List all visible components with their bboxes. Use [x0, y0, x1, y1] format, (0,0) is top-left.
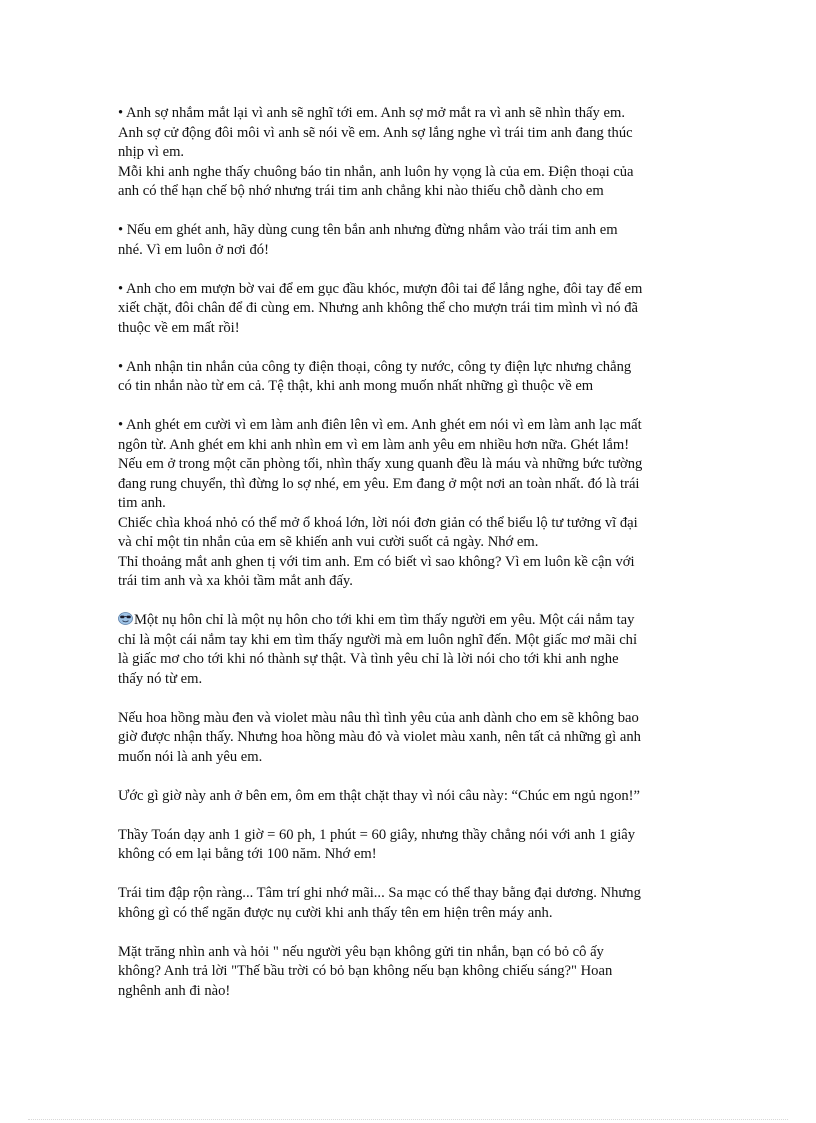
- text-line-content: Một nụ hôn chỉ là một nụ hôn cho tới khi em tìm thấy người em yêu. Một cái nắm tay: [134, 612, 635, 628]
- text-line-content: • Anh cho em mượn bờ vai để em gục đầu khóc, mượn đôi tai để lắng nghe, đôi tay để em: [118, 280, 643, 297]
- text-line-content: • Anh ghét em cười vì em làm anh điên lên vì em. Anh ghét em nói vì em làm anh lạc mất: [118, 417, 642, 433]
- text-line-content: nghênh anh đi nào!: [118, 982, 231, 999]
- text-line-content: Ước gì giờ này anh ở bên em, ôm em thật chặt thay vì nói câu này: “Chúc em ngủ ngon!”: [118, 787, 641, 804]
- paragraph: [118, 221, 698, 260]
- text-line: [118, 163, 698, 183]
- text-line-content: nhé. Vì em luôn ở nơi đó!: [118, 241, 269, 258]
- text-line-content: thuộc về em mất rồi!: [118, 319, 240, 336]
- text-line: [118, 904, 698, 924]
- text-line: [118, 124, 698, 144]
- paragraph: [118, 104, 698, 202]
- text-line-content: Nếu em ở trong một căn phòng tối, nhìn thấy xung quanh đều là máu và những bức tường: [118, 456, 643, 472]
- text-line: [118, 358, 698, 378]
- text-line: [118, 241, 698, 261]
- text-line: [118, 280, 698, 300]
- text-line: [118, 572, 698, 592]
- paragraph: [118, 611, 698, 689]
- text-line: [118, 670, 698, 690]
- text-line: [118, 514, 698, 534]
- text-line-content: có tin nhắn nào từ em cả. Tệ thật, khi anh mong muốn nhất những gì thuộc về em: [118, 378, 594, 394]
- text-line-content: Thầy Toán dạy anh 1 giờ = 60 ph, 1 phút = 60 giây, nhưng thầy chẳng nói với anh 1 giây: [118, 826, 636, 843]
- text-line-content: • Anh sợ nhắm mắt lại vì anh sẽ nghĩ tới em. Anh sợ mở mắt ra vì anh sẽ nhìn thấy em.: [118, 105, 625, 121]
- text-line: [118, 221, 698, 241]
- text-line: [118, 650, 698, 670]
- text-line-content: xiết chặt, đôi chân để đi cùng em. Nhưng anh không thể cho mượn trái tim mình vì nó đã: [118, 300, 639, 316]
- text-line: [118, 709, 698, 729]
- text-line: [118, 631, 698, 651]
- text-line-content: ngôn từ. Anh ghét em khi anh nhìn em vì em làm anh yêu em nhiều hơn nữa. Ghét lắm!: [118, 436, 630, 453]
- text-line-content: không có em lại bằng tới 100 năm. Nhớ em!: [118, 846, 377, 862]
- text-line: [118, 826, 698, 846]
- text-line-content: không? Anh trả lời "Thế bầu trời có bỏ bạn không nếu bạn không chiếu sáng?" Hoan: [118, 963, 613, 979]
- text-line-content: thấy nó từ em.: [118, 670, 203, 687]
- paragraph: [118, 416, 698, 592]
- text-line: [118, 416, 698, 436]
- text-line-content: Anh sợ cử động đôi môi vì anh sẽ nói về em. Anh sợ lắng nghe vì trái tim anh đang thúc: [118, 124, 633, 141]
- cool-face-icon: [118, 612, 133, 625]
- text-line: [118, 962, 698, 982]
- text-line: [118, 748, 698, 768]
- text-line: [118, 182, 698, 202]
- text-line-content: và chỉ một tin nhắn của em sẽ khiến anh vui cười suốt cả ngày. Nhớ em.: [118, 534, 539, 550]
- text-line: [118, 475, 698, 495]
- text-line: [118, 943, 698, 963]
- paragraph: [118, 884, 698, 923]
- text-line-content: chỉ là một cái nắm tay khi em tìm thấy người mà em luôn nghĩ đến. Một giấc mơ mãi chỉ: [118, 631, 638, 648]
- text-line: [118, 884, 698, 904]
- page-bottom-rule: [28, 1119, 788, 1120]
- text-line-content: nhịp vì em.: [118, 144, 185, 160]
- text-line: [118, 377, 698, 397]
- text-line: [118, 553, 698, 573]
- text-line: [118, 299, 698, 319]
- paragraph: [118, 280, 698, 339]
- text-line-content: Thỉ thoảng mắt anh ghen tị với tim anh. Em có biết vì sao không? Vì em luôn kề cận với: [118, 553, 635, 570]
- text-line: [118, 143, 698, 163]
- text-line-content: Mặt trăng nhìn anh và hỏi " nếu người yêu bạn không gửi tin nhắn, bạn có bỏ cô ấy: [118, 943, 604, 960]
- text-line-content: trái tim anh và xa khỏi tầm mắt anh đấy.: [118, 573, 353, 589]
- text-line-content: Mỗi khi anh nghe thấy chuông báo tin nhắn, anh luôn hy vọng là của em. Điện thoại của: [118, 163, 634, 180]
- paragraph: [118, 826, 698, 865]
- text-line-content: • Anh nhận tin nhắn của công ty điện thoại, công ty nước, công ty điện lực nhưng chẳng: [118, 358, 632, 375]
- document-page: [118, 104, 698, 1021]
- text-line-content: Nếu hoa hồng màu đen và violet màu nâu thì tình yêu của anh dành cho em sẽ không bao: [118, 709, 639, 726]
- paragraph: [118, 787, 698, 807]
- text-line: [118, 982, 698, 1002]
- paragraph: [118, 709, 698, 768]
- text-line-content: anh có thể hạn chế bộ nhớ nhưng trái tim anh chẳng khi nào thiếu chỗ dành cho em: [118, 183, 604, 199]
- text-line-content: là giấc mơ cho tới khi nó thành sự thật. Và tình yêu chỉ là lời nói cho tới khi anh nghe: [118, 651, 619, 667]
- text-line-content: không gì có thể ngăn được nụ cười khi anh thấy tên em hiện trên máy anh.: [118, 904, 553, 921]
- text-line-content: Trái tim đập rộn ràng... Tâm trí ghi nhớ mãi... Sa mạc có thể thay bằng đại dương. Nhưng: [118, 885, 641, 901]
- text-line: [118, 533, 698, 553]
- text-line: [118, 436, 698, 456]
- text-line-content: tim anh.: [118, 495, 166, 511]
- text-line: [118, 845, 698, 865]
- text-line: [118, 728, 698, 748]
- text-line: [118, 319, 698, 339]
- text-line: [118, 494, 698, 514]
- text-line: [118, 104, 698, 124]
- paragraph: [118, 358, 698, 397]
- text-line: [118, 611, 698, 631]
- text-line-content: muốn nói là anh yêu em.: [118, 748, 263, 765]
- text-line-content: Chiếc chìa khoá nhỏ có thể mở ổ khoá lớn, lời nói đơn giản có thể biểu lộ tư tưởng vĩ đại: [118, 514, 638, 531]
- paragraph: [118, 943, 698, 1002]
- text-line: [118, 787, 698, 807]
- text-line-content: • Nếu em ghét anh, hãy dùng cung tên bắn anh nhưng đừng nhắm vào trái tim anh em: [118, 222, 618, 238]
- text-line: [118, 455, 698, 475]
- text-line-content: giờ được nhận thấy. Nhưng hoa hồng màu đỏ và violet màu xanh, nên tất cả những gì anh: [118, 729, 641, 745]
- text-line-content: đang rung chuyển, thì đừng lo sợ nhé, em yêu. Em đang ở một nơi an toàn nhất. đó là trái: [118, 475, 640, 492]
